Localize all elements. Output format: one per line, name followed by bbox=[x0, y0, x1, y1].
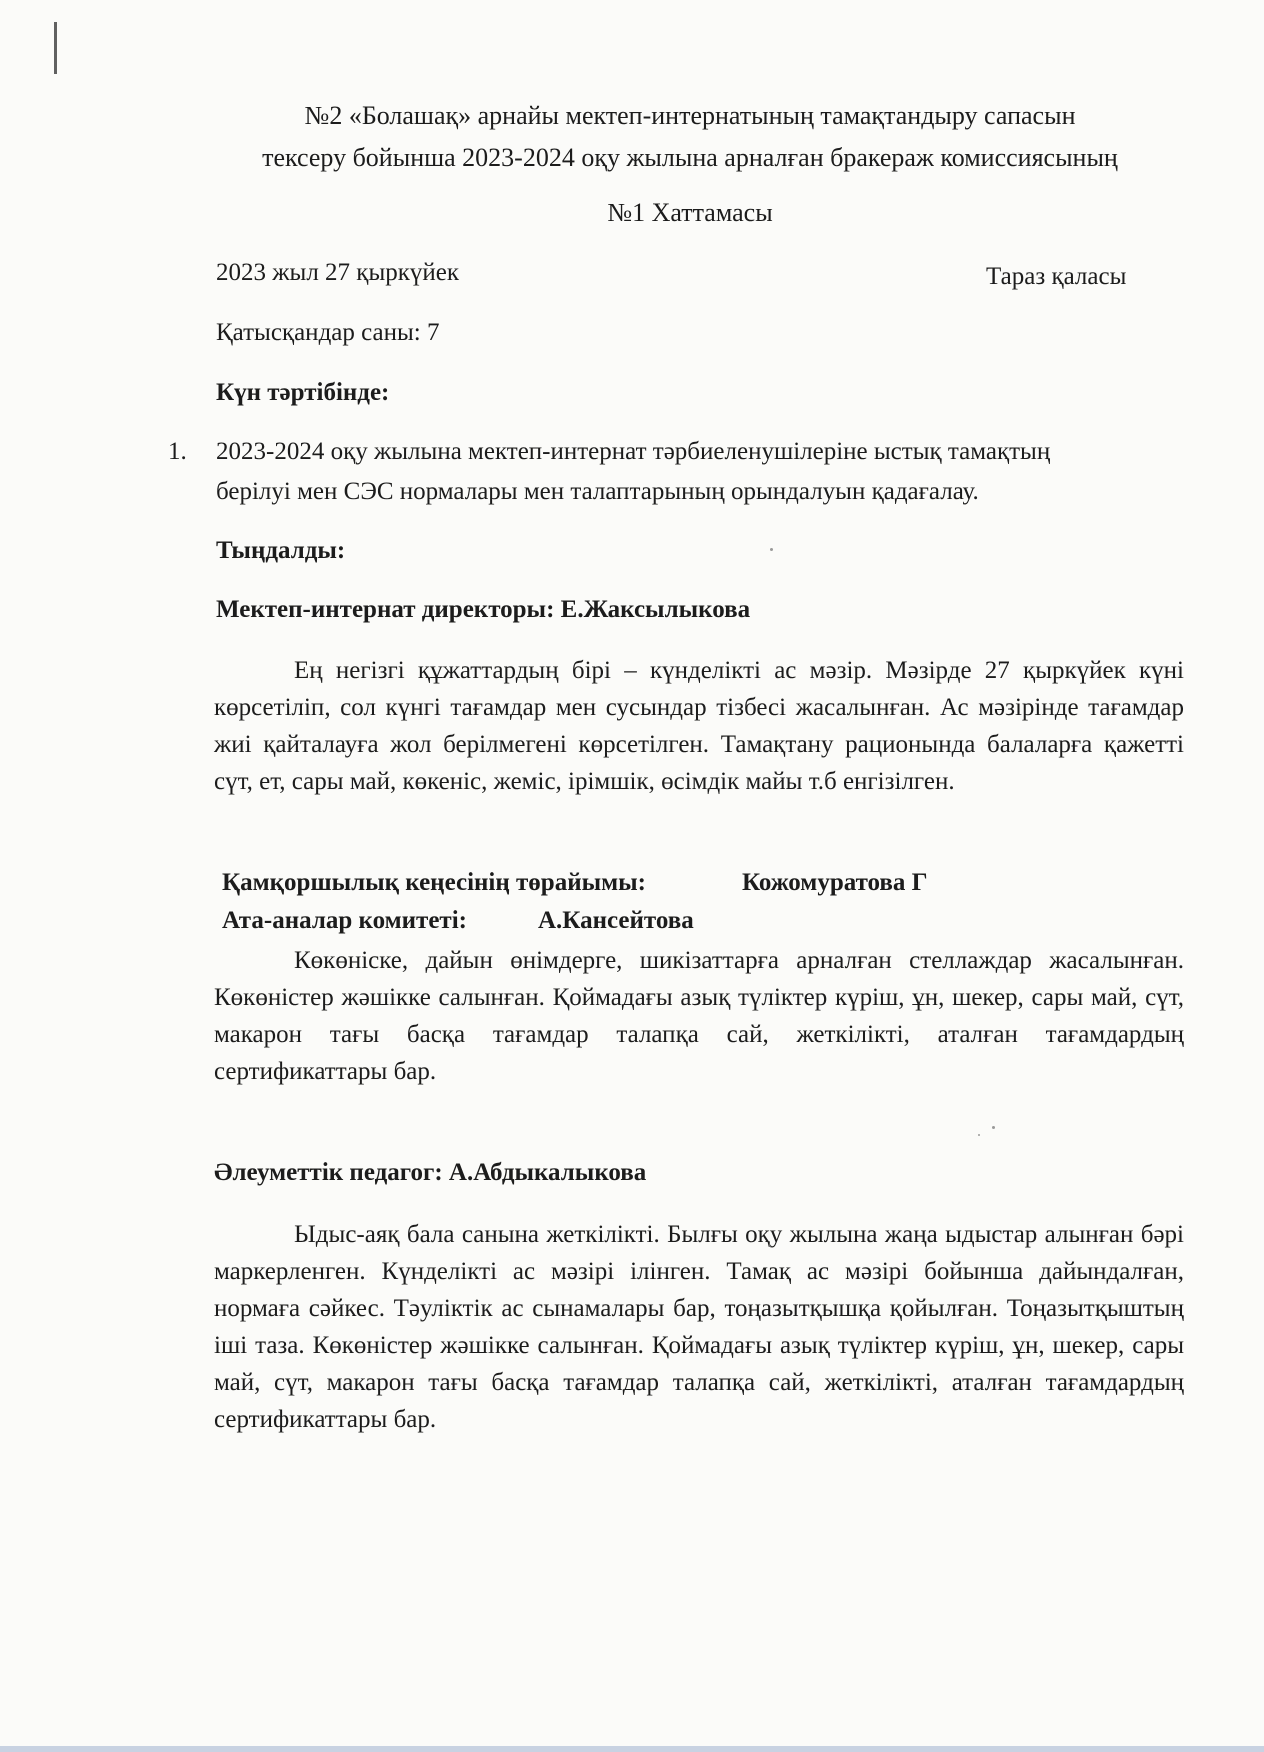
document-title-line-1: №2 «Болашақ» арнайы мектеп-интернатының тамақтандыру сапасын bbox=[304, 101, 1076, 130]
agenda-item-line-1: 2023-2024 оқу жылына мектеп-интернат тәрбиеленушілеріне ыстық тамақтың bbox=[216, 438, 1051, 465]
agenda-heading: Күн тәртібінде: bbox=[216, 379, 390, 406]
speaker-board-label: Қамқоршылық кеңесінің төрайымы: bbox=[222, 869, 646, 896]
speaker-social-text bbox=[214, 1216, 1184, 1438]
scan-dust bbox=[770, 548, 773, 551]
speaker-parents-name: А.Кансейтова bbox=[538, 907, 694, 934]
document-title-line-2: тексеру бойынша 2023-2024 оқу жылына арналған бракераж комиссиясының bbox=[262, 143, 1118, 172]
speaker-parents-text-body: Көкөніске, дайын өнімдерге, шикізаттарға арналған стеллаждар жасалынған. Көкөністер жәшікке салынған. Қоймадағы азық түліктер күріш, ұн, шекер, сары май, сүт, макарон тағы басқа тағамдар талапқа сай, жеткілікті, аталған тағамдардың сертификаттары бар. bbox=[214, 947, 1184, 1085]
speaker-board-name: Кожомуратова Г bbox=[742, 869, 928, 896]
speaker-parents-label: Ата-аналар комитеті: bbox=[222, 907, 467, 934]
scan-dust bbox=[978, 1134, 980, 1136]
scan-dust bbox=[992, 1126, 995, 1129]
speaker-director-label: Мектеп-интернат директоры: Е.Жаксылыкова bbox=[216, 596, 751, 623]
protocol-number: №1 Хаттамасы bbox=[607, 198, 773, 227]
attendees-count: Қатысқандар саны: 7 bbox=[216, 319, 440, 346]
agenda-item-number: 1. bbox=[168, 438, 187, 465]
listened-heading: Тыңдалды: bbox=[216, 537, 346, 564]
scan-margin-mark bbox=[54, 22, 57, 74]
document-city: Тараз қаласы bbox=[986, 263, 1127, 290]
agenda-item-line-2: берілуі мен СЭС нормалары мен талаптарының орындалуын қадағалау. bbox=[216, 478, 979, 505]
speaker-parents-text bbox=[214, 942, 1184, 1090]
scan-bottom-edge bbox=[0, 1746, 1264, 1752]
document-date: 2023 жыл 27 қыркүйек bbox=[216, 259, 460, 286]
speaker-social-text-body: Ыдыс-аяқ бала санына жеткілікті. Былғы оқу жылына жаңа ыдыстар алынған бәрі маркерленген. Күнделікті ас мәзірі ілінген. Тамақ ас мәзірі бойынша дайындалған, нормаға сәйкес. Тәуліктік ас сынамалары бар, тоңазытқышқа қойылған. Тоңазытқыштың іші таза. Көкөністер жәшікке салынған. Қоймадағы азық түліктер күріш, ұн, шекер, сары май, сүт, макарон тағы басқа тағамдар талапқа сай, жеткілікті, аталған тағамдардың сертификаттары бар. bbox=[214, 1221, 1184, 1433]
speaker-director-text-body: Ең негізгі құжаттардың бірі – күнделікті ас мәзір. Мәзірде 27 қыркүйек күні көрсетіліп, сол күнгі тағамдар мен сусындар тізбесі жасалынған. Ас мәзірінде тағамдар жиі қайталауға жол берілмегені көрсетілген. Тамақтану рационында балаларға қажетті сүт, ет, сары май, көкеніс, жеміс, ірімшік, өсімдік майы т.б енгізілген. bbox=[214, 657, 1184, 795]
speaker-director-text bbox=[214, 652, 1184, 800]
speaker-social-label: Әлеуметтік педагог: А.Абдыкалыкова bbox=[214, 1159, 647, 1186]
